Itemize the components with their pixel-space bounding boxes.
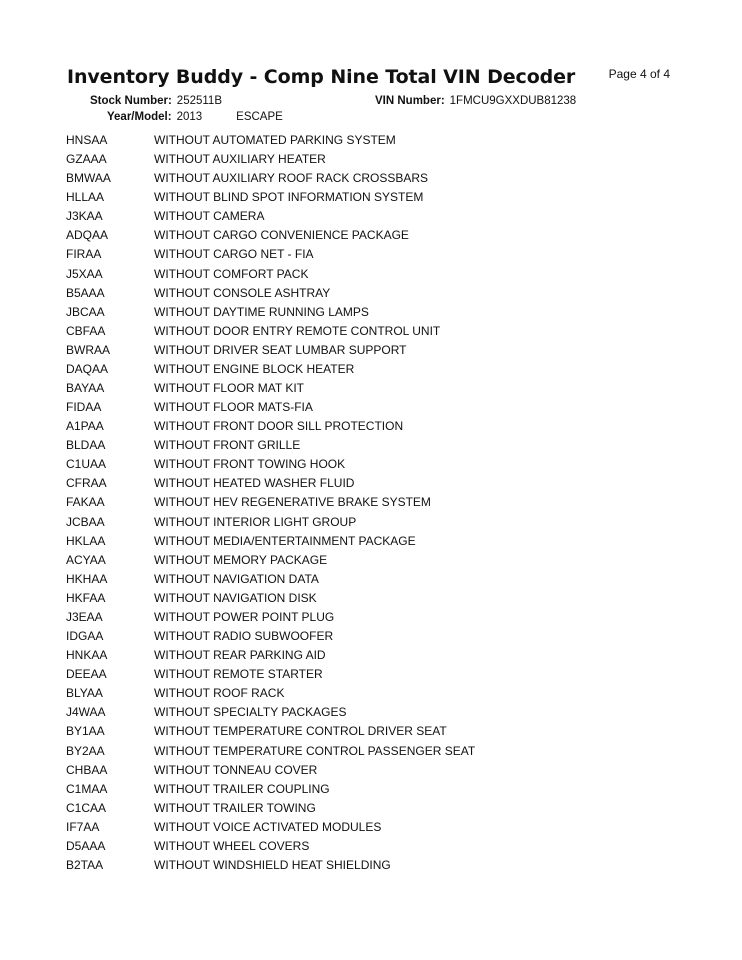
option-row	[66, 627, 475, 646]
option-row	[66, 474, 475, 493]
option-row	[66, 207, 475, 226]
option-row	[66, 818, 475, 837]
option-description: WITHOUT AUTOMATED PARKING SYSTEM	[154, 133, 396, 147]
option-code: J3EAA	[66, 609, 103, 624]
option-row	[66, 742, 475, 761]
option-description: WITHOUT MEMORY PACKAGE	[154, 552, 328, 567]
option-code: DEEAA	[66, 667, 107, 682]
option-code: GZAAA	[66, 152, 107, 167]
option-code: ADQAA	[66, 228, 109, 243]
vin-number-value: 1FMCU9GXXDUB81238	[449, 95, 577, 107]
option-code: ACYAA	[66, 552, 106, 567]
option-code: HKFAA	[66, 590, 106, 605]
option-row	[66, 265, 475, 284]
option-description: WITHOUT CARGO CONVENIENCE PACKAGE	[154, 228, 409, 243]
year-model-row	[107, 111, 283, 123]
option-row	[66, 131, 475, 150]
option-description: WITHOUT TEMPERATURE CONTROL DRIVER SEAT	[154, 724, 447, 739]
vin-number-row	[375, 95, 576, 107]
option-code: FAKAA	[66, 495, 105, 510]
option-row	[66, 493, 475, 512]
option-description: WITHOUT VOICE ACTIVATED MODULES	[154, 819, 382, 834]
option-description: WITHOUT TONNEAU COVER	[154, 762, 318, 777]
option-description: WITHOUT FRONT DOOR SILL PROTECTION	[154, 419, 404, 434]
option-code: HNSAA	[66, 133, 108, 147]
option-description: WITHOUT NAVIGATION DISK	[154, 590, 317, 605]
option-code: FIDAA	[66, 400, 102, 415]
option-description: WITHOUT INTERIOR LIGHT GROUP	[154, 514, 357, 529]
option-row	[66, 703, 475, 722]
option-description: WITHOUT DAYTIME RUNNING LAMPS	[154, 304, 369, 319]
option-code: IDGAA	[66, 629, 104, 644]
stock-number-label: Stock Number:	[90, 95, 172, 107]
option-row	[66, 436, 475, 455]
option-code: BMWAA	[66, 171, 111, 186]
option-description: WITHOUT TRAILER COUPLING	[154, 781, 330, 796]
option-code: DAQAA	[66, 361, 109, 376]
option-code: J3KAA	[66, 209, 103, 224]
option-code: HKHAA	[66, 571, 108, 586]
option-description: WITHOUT FRONT GRILLE	[154, 438, 301, 453]
option-code: BY1AA	[66, 724, 105, 739]
option-description: WITHOUT DRIVER SEAT LUMBAR SUPPORT	[154, 342, 407, 357]
option-row	[66, 226, 475, 245]
option-code: B5AAA	[66, 285, 105, 300]
option-description: WITHOUT CONSOLE ASHTRAY	[154, 285, 331, 300]
option-row	[66, 322, 475, 341]
option-row	[66, 455, 475, 474]
option-row	[66, 761, 475, 780]
option-description: WITHOUT CARGO NET - FIA	[154, 247, 314, 262]
option-code: HKLAA	[66, 533, 106, 548]
option-description: WITHOUT AUXILIARY ROOF RACK CROSSBARS	[154, 171, 429, 186]
option-description: WITHOUT CAMERA	[154, 209, 265, 224]
option-description: WITHOUT MEDIA/ENTERTAINMENT PACKAGE	[154, 533, 416, 548]
option-description: WITHOUT DOOR ENTRY REMOTE CONTROL UNIT	[154, 323, 441, 338]
option-description: WITHOUT FLOOR MATS-FIA	[154, 400, 313, 415]
option-row	[66, 608, 475, 627]
option-code: IF7AA	[66, 819, 100, 834]
stock-number-value: 252511B	[176, 95, 222, 107]
option-description: WITHOUT RADIO SUBWOOFER	[154, 629, 334, 644]
year-model-label: Year/Model:	[107, 111, 172, 123]
option-description: WITHOUT ROOF RACK	[154, 686, 285, 701]
page-number: Page 4 of 4	[608, 67, 670, 81]
option-description: WITHOUT SPECIALTY PACKAGES	[154, 705, 347, 720]
model-value: ESCAPE	[236, 111, 283, 123]
option-code: C1UAA	[66, 457, 107, 472]
option-code: JBCAA	[66, 304, 105, 319]
option-code: BLDAA	[66, 438, 106, 453]
option-description: WITHOUT TEMPERATURE CONTROL PASSENGER SEAT	[154, 743, 476, 758]
option-row	[66, 570, 475, 589]
option-description: WITHOUT WINDSHIELD HEAT SHIELDING	[154, 857, 391, 872]
vin-number-label: VIN Number:	[375, 95, 445, 107]
option-row	[66, 665, 475, 684]
option-row	[66, 780, 475, 799]
option-row	[66, 684, 475, 703]
option-code: FIRAA	[66, 247, 102, 262]
option-code: CBFAA	[66, 323, 106, 338]
option-row	[66, 722, 475, 741]
option-row	[66, 589, 475, 608]
option-code: BAYAA	[66, 381, 105, 396]
option-description: WITHOUT REAR PARKING AID	[154, 648, 326, 663]
option-description: WITHOUT ENGINE BLOCK HEATER	[154, 361, 355, 376]
option-code: D5AAA	[66, 838, 106, 853]
option-code: J4WAA	[66, 705, 106, 720]
option-description: WITHOUT REMOTE STARTER	[154, 667, 323, 682]
option-code: HNKAA	[66, 648, 108, 663]
option-code-list	[66, 131, 475, 875]
option-code: C1MAA	[66, 781, 108, 796]
option-row	[66, 799, 475, 818]
option-row	[66, 284, 475, 303]
option-code: HLLAA	[66, 190, 105, 205]
option-row	[66, 551, 475, 570]
option-description: WITHOUT FLOOR MAT KIT	[154, 381, 304, 396]
document-title: Inventory Buddy - Comp Nine Total VIN Decoder	[67, 66, 576, 88]
option-description: WITHOUT AUXILIARY HEATER	[154, 152, 326, 167]
option-row	[66, 856, 475, 875]
option-code: J5XAA	[66, 266, 103, 281]
option-row	[66, 532, 475, 551]
option-code: A1PAA	[66, 419, 104, 434]
option-code: C1CAA	[66, 800, 107, 815]
option-description: WITHOUT HEATED WASHER FLUID	[154, 476, 355, 491]
option-code: BWRAA	[66, 342, 111, 357]
option-row	[66, 188, 475, 207]
option-description: WITHOUT POWER POINT PLUG	[154, 609, 335, 624]
option-description: WITHOUT NAVIGATION DATA	[154, 571, 319, 586]
option-code: CFRAA	[66, 476, 107, 491]
year-value: 2013	[176, 111, 203, 123]
option-description: WITHOUT WHEEL COVERS	[154, 838, 310, 853]
option-row	[66, 341, 475, 360]
option-code: BY2AA	[66, 743, 105, 758]
option-code: CHBAA	[66, 762, 108, 777]
option-row	[66, 513, 475, 532]
stock-number-row	[90, 95, 222, 107]
option-description: WITHOUT HEV REGENERATIVE BRAKE SYSTEM	[154, 495, 431, 510]
option-code: BLYAA	[66, 686, 103, 701]
option-description: WITHOUT COMFORT PACK	[154, 266, 309, 281]
option-description: WITHOUT BLIND SPOT INFORMATION SYSTEM	[154, 190, 424, 205]
option-row	[66, 379, 475, 398]
option-description: WITHOUT FRONT TOWING HOOK	[154, 457, 346, 472]
option-row	[66, 245, 475, 264]
option-code: JCBAA	[66, 514, 105, 529]
option-row	[66, 837, 475, 856]
option-row	[66, 398, 475, 417]
option-row	[66, 417, 475, 436]
option-row	[66, 150, 475, 169]
option-row	[66, 303, 475, 322]
option-description: WITHOUT TRAILER TOWING	[154, 800, 316, 815]
option-row	[66, 169, 475, 188]
option-row	[66, 360, 475, 379]
option-row	[66, 646, 475, 665]
option-code: B2TAA	[66, 857, 104, 872]
